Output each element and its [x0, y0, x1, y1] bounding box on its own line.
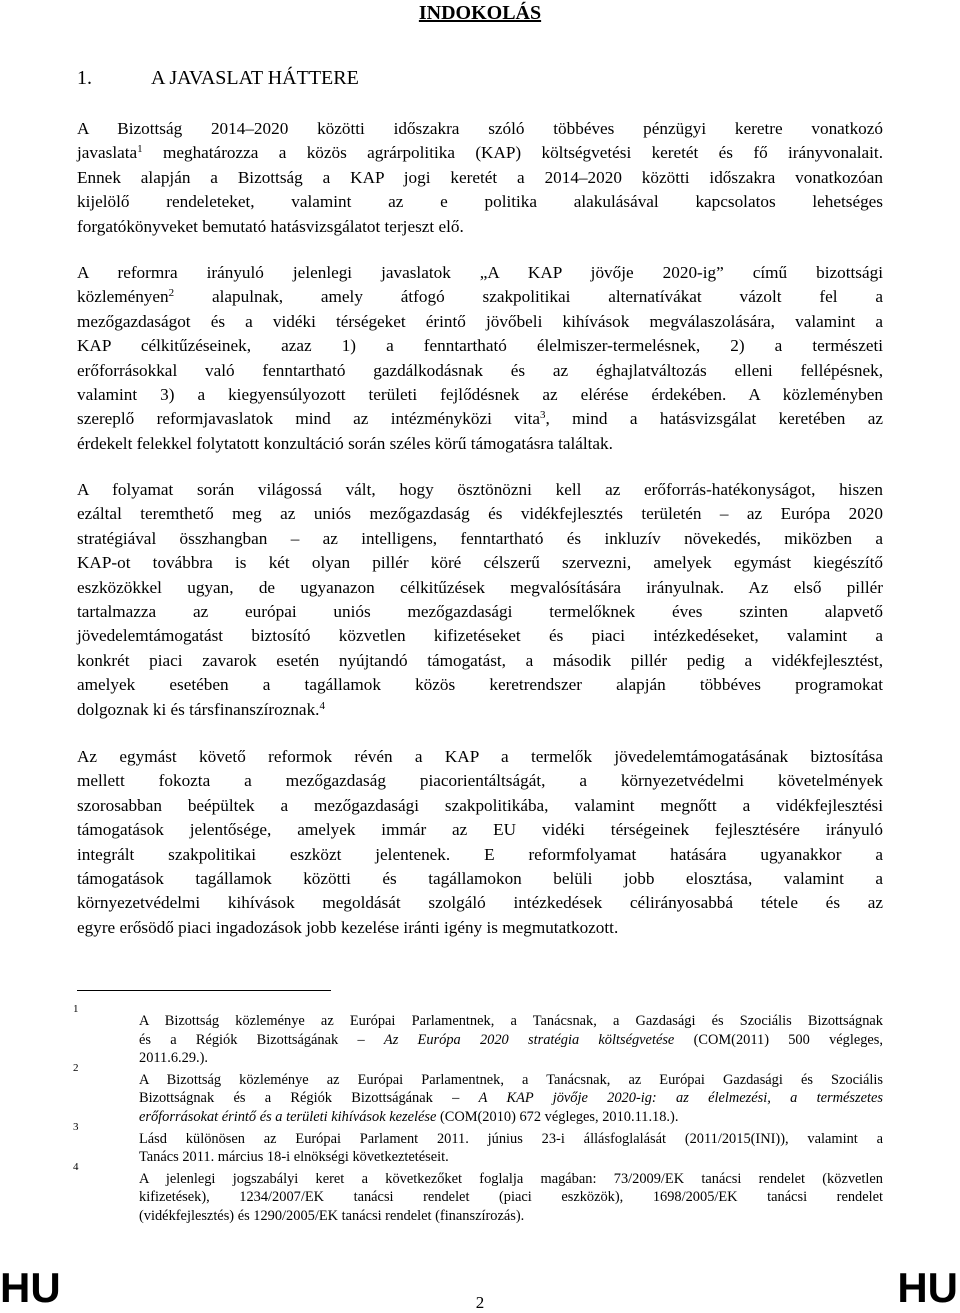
text-line: valamint 3) a kiegyensúlyozott területi fejlődésnek az elérése érdekében. A közleményben: [77, 385, 883, 405]
footnote-number: 4: [73, 1160, 79, 1173]
text-line: dolgoznak ki és társfinanszíroznak.$^4$: [77, 699, 325, 719]
footnote-2: [73, 1061, 884, 1127]
footnote-3: [73, 1120, 883, 1167]
footnote-ref: 1: [137, 143, 143, 156]
text-line: eszközökkel ugyan, de ugyanazon célkitűzések megvalósítására irányulnak. Az első pillér: [77, 577, 883, 597]
paragraph-1: [77, 117, 883, 239]
footnote-line: A Bizottság közleménye az Európai Parlamentnek, a Tanácsnak, a Gazdasági és Szociális Bizottságnak: [139, 1013, 883, 1029]
page-number: 2: [475, 1293, 485, 1312]
footnote-1: [73, 1003, 884, 1068]
footnote-number: 2: [73, 1061, 79, 1074]
text-line: Ennek alapján a Bizottság a KAP jogi keretét a 2014–2020 közötti időszakra vonatkozóan: [77, 167, 883, 187]
text-line: közleményen$^2$ alapulnak, amely átfogó szakpolitikai alternatívákat vázolt fel a: [77, 287, 883, 307]
text-line: KAP célkitűzéseinek, azaz 1) a fenntartható élelmiszer-termelésnek, 2) a természeti: [77, 336, 883, 356]
text-line: integrált szakpolitikai eszközt jelentenek. E reformfolyamat hatására ugyanakkor a: [77, 844, 883, 864]
text-line: A folyamat során világossá vált, hogy ösztönözni kell az erőforrás-hatékonyságot, hiszen: [77, 480, 883, 499]
text-line: konkrét piaci zavarok esetén nyújtandó támogatást, a második pillér pedig a vidékfejlesztést,: [77, 650, 883, 670]
footnote-ref: 3: [540, 409, 546, 422]
footnote-line: és a Régiók Bizottságának – Az Európa 2020 stratégia költségvetése (COM(2011) 500 végleges,: [139, 1031, 884, 1048]
section-number: 1.: [77, 67, 92, 89]
footnote-line: Bizottságnak és a Régiók Bizottságának – A KAP jövője 2020-ig: az élelmezési, a természetes: [139, 1090, 884, 1107]
text-line: érdekelt felekkel folytatott konzultáció során széles körű támogatásra találtak.: [77, 433, 613, 453]
footer-language-right: HU: [897, 1264, 958, 1311]
footnote-line: Lásd különösen az Európai Parlament 2011. június 23-i állásfoglalását (2011/2015(INI)), valamint a: [139, 1130, 883, 1147]
footnote-line: (vidékfejlesztés) és 1290/2005/EK tanácsi rendelet (finanszírozás).: [139, 1207, 525, 1224]
text-line: javaslata$^1$ meghatározza a közös agrárpolitika (KAP) költségvetési keretét és fő irányvonalait.: [77, 143, 883, 163]
section-heading: [77, 66, 883, 91]
section-title: A JAVASLAT HÁTTERE: [151, 67, 359, 89]
text-line: A Bizottság 2014–2020 közötti időszakra szóló többéves pénzügyi keretre vonatkozó: [77, 119, 883, 138]
footnote-title: A KAP jövője 2020-ig: az élelmezési, a természetes: [478, 1090, 884, 1107]
page-title: INDOKOLÁS: [418, 2, 542, 24]
text-line: Az egymást követő reformok révén a KAP a termelők jövedelemtámogatásának biztosítása: [77, 747, 883, 766]
text-line: amelyek esetében a tagállamok közös keretrendszer alapján többéves programokat: [77, 675, 883, 695]
footnote-4: [73, 1160, 883, 1226]
text-line: KAP-ot továbbra is két olyan pillér köré célszerű szervezni, amelyek egymást kiegészítő: [77, 553, 883, 573]
text-line: forgatókönyveket bemutató hatásvizsgálatot terjeszt elő.: [77, 216, 464, 236]
text-line: környezetvédelmi kihívások megoldását szolgáló intézkedések célirányosabbá tétele és az: [77, 893, 883, 913]
text-line: stratégiával összhangban – az intelligens, fenntartható és inkluzív növekedés, miközben a: [77, 528, 883, 548]
footnote-line: 2011.6.29.).: [139, 1050, 209, 1067]
footnote-number: 1: [73, 1003, 79, 1015]
text-line: támogatások tagállamok közötti és tagállamokon belüli jobb elosztása, valamint a: [77, 869, 883, 889]
footnote-line: A Bizottság közleménye az Európai Parlamentnek, a Tanácsnak, az Európai Gazdasági és Szociális: [139, 1071, 883, 1088]
footnote-line: kifizetések), 1234/2007/EK tanácsi rendelet (piaci eszközök), 1698/2005/EK tanácsi rendelet: [139, 1189, 883, 1206]
text-line: kijelölő rendeleteket, valamint az e politika alakulásával kapcsolatos lehetséges: [77, 192, 883, 212]
text-line: szorosabban beépültek a mezőgazdasági szakpolitikába, valamint megnőtt a vidékfejlesztési: [77, 795, 883, 815]
paragraph-3: [77, 478, 883, 722]
text-line: szereplő reformjavaslatok mind az intézményközi vita$^3$, mind a hatásvizsgálat keretében az: [77, 409, 883, 429]
footnote-line: Tanács 2011. március 18-i elnökségi következtetéseit.: [139, 1149, 449, 1166]
text-line: egyre erősödő piaci ingadozások jobb kezelése iránti igény is megmutatkozott.: [77, 917, 619, 937]
footnote-title: erőforrásokat érintő és a területi kihívások kezelése: [139, 1108, 437, 1125]
footnote-separator: [77, 990, 331, 991]
footnote-line: erőforrásokat érintő és a területi kihívások kezelése (COM(2010) 672 végleges, 2010.11.18.).: [139, 1108, 679, 1125]
footnote-ref: 2: [168, 287, 175, 300]
footnote-number: 3: [73, 1120, 79, 1133]
footnotes: [73, 1003, 884, 1229]
footnote-ref: 4: [319, 699, 325, 712]
text-line: mezőgazdaságot és a vidéki térségeket érintő jövőbeli kihívások megválaszolására, valamint a: [77, 311, 883, 331]
text-line: jövedelemtámogatást biztosító közvetlen kifizetéseket és piaci intézkedéseket, valamint a: [77, 626, 883, 646]
text-line: támogatások jelentősége, amelyek immár az EU vidéki térségeinek fejlesztésére irányuló: [77, 820, 883, 840]
paragraph-2: [77, 261, 883, 456]
footer-language-left: HU: [0, 1264, 61, 1311]
text-line: mellett fokozta a mezőgazdaság piacorientáltságát, a környezetvédelmi követelmények: [77, 771, 883, 791]
paragraph-4: [77, 745, 883, 940]
footnote-title: Az Európa 2020 stratégia költségvetése: [383, 1031, 675, 1048]
text-line: ezáltal teremthető meg az uniós mezőgazdaság és vidékfejlesztés területén – az Európa 2020: [77, 504, 883, 524]
text-line: A reformra irányuló jelenlegi javaslatok „A KAP jövője 2020-ig” című bizottsági: [77, 263, 883, 282]
footnote-line: A jelenlegi jogszabályi keret a következőket foglalja magában: 73/2009/EK tanácsi rendelet (közvetlen: [139, 1170, 883, 1187]
text-line: erőforrásokkal való fenntartható gazdálkodásnak és az éghajlatváltozás elleni fellépésnek,: [77, 360, 883, 380]
text-line: tartalmazza az európai uniós mezőgazdasági termelőknek éves szinten alapvető: [77, 602, 883, 622]
